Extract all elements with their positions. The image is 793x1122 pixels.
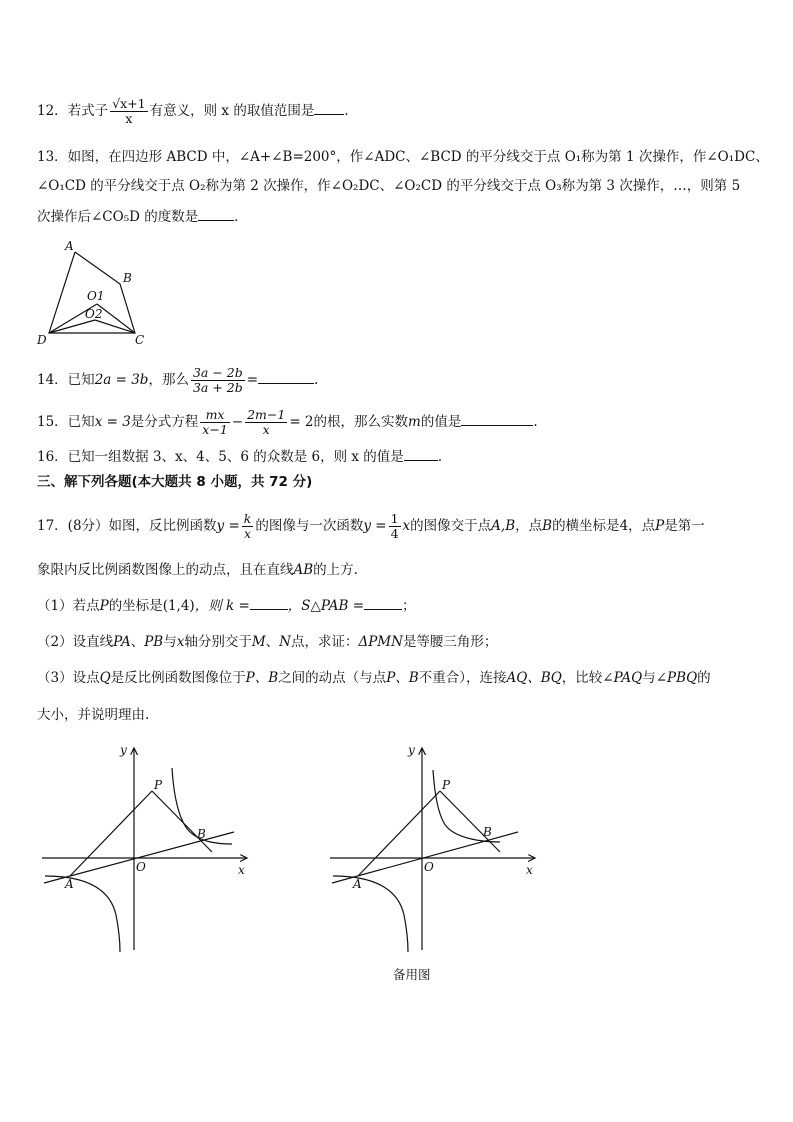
q17-fraction-k: $\frac{k}{x}$ [243,511,252,541]
label-d: D [37,333,47,347]
label-o: O [424,860,434,874]
question-17-part1: （1）若点P的坐标是(1,4)，则 k = ，S△PAB = ； [37,595,416,616]
hyperbola-branch-2 [333,876,408,952]
label-y: y [408,743,415,757]
answer-blank[interactable] [198,206,234,221]
label-y: y [120,743,127,757]
question-15: 15．已知x = 3是分式方程 $\frac{mx}{x-1}$ − $\frac{2m-1}{x}$ = 2的根，那么实数m的值是 . [37,407,538,437]
question-17-part3: （3）设点Q是反比例函数图像位于P、B之间的动点（与点P、B不重合），连接AQ、BQ，比较∠PAQ与∠PBQ的 [37,670,711,686]
q12-fraction: $\frac{√x+1}{x}$ [112,96,146,126]
answer-blank[interactable] [461,411,533,426]
label-o1: O1 [87,289,105,303]
bisector-d-o2 [49,320,95,333]
answer-blank[interactable] [404,446,438,461]
q15-fraction-1: $\frac{mx}{x-1}$ [202,407,228,437]
q15-fraction-2: $\frac{2m-1}{x}$ [247,407,286,437]
label-x: x [238,863,245,877]
question-13-line3: 次操作后∠CO₅D 的度数是 ． [37,206,248,227]
label-p: P [442,778,451,792]
question-12: 12．若式子 $\frac{√x+1}{x}$ 有意义，则 x 的取值范围是 ． [37,96,358,126]
bisector-c-o2 [95,320,135,333]
hyperbola-branch-2 [45,876,120,952]
line-pb [152,791,212,852]
section-header: 三、解下列各题(本大题共 8 小题，共 72 分) [37,474,313,490]
hyperbola-graph-backup [328,740,548,955]
q14-fraction: $\frac{3a - 2b}{3a + 2b}$ [192,365,243,395]
label-o2: O2 [85,307,103,321]
label-p: P [154,778,163,792]
question-17-line2: 象限内反比例函数图像上的动点，且在直线AB的上方. [37,562,358,578]
label-b: B [123,271,132,285]
question-16: 16．已知一组数据 3、x、4、5、6 的众数是 6，则 x 的值是 ． [37,446,451,467]
quadrilateral-figure [35,238,155,350]
label-b: B [483,825,492,839]
question-17-part2: （2）设直线PA、PB与x轴分别交于M、N点，求证：ΔPMN是等腰三角形； [37,634,498,650]
answer-blank-area[interactable] [364,595,402,610]
label-x: x [526,863,533,877]
line-pb [440,791,500,852]
answer-blank[interactable] [258,369,314,384]
label-c: C [135,333,145,347]
q17-fraction-quarter: $\frac{1}{4}$ [390,511,399,541]
label-a: A [353,877,362,891]
question-14: 14．已知2a = 3b，那么 $\frac{3a - 2b}{3a + 2b}$ = . [37,365,319,395]
answer-blank[interactable] [314,100,344,115]
label-a: A [65,239,74,253]
label-b: B [197,827,206,841]
label-a: A [65,877,74,891]
answer-blank-k[interactable] [250,595,288,610]
label-o: O [136,860,146,874]
question-17-part3-line2: 大小，并说明理由. [37,707,150,723]
hyperbola-graph-main [40,740,260,955]
bisector-c-o1 [97,304,135,333]
question-13-line2: ∠O₁CD 的平分线交于点 O₂称为第 2 次操作，作∠O₂DC、∠O₂CD 的平分线交于点 O₃称为第 3 次操作，…，则第 5 [37,178,741,194]
question-17-line1: 17．(8分）如图，反比例函数y = $\frac{k}{x}$ 的图像与一次函数y = $\frac{1}{4}$ x的图像交于点A,B，点B的横坐标是4，点P是第一 [37,511,705,541]
question-13-line1: 13．如图，在四边形 ABCD 中，∠A+∠B=200°，作∠ADC、∠BCD 的平分线交于点 O₁称为第 1 次操作，作∠O₁DC、 [37,149,769,165]
figure-caption: 备用图 [393,967,431,982]
